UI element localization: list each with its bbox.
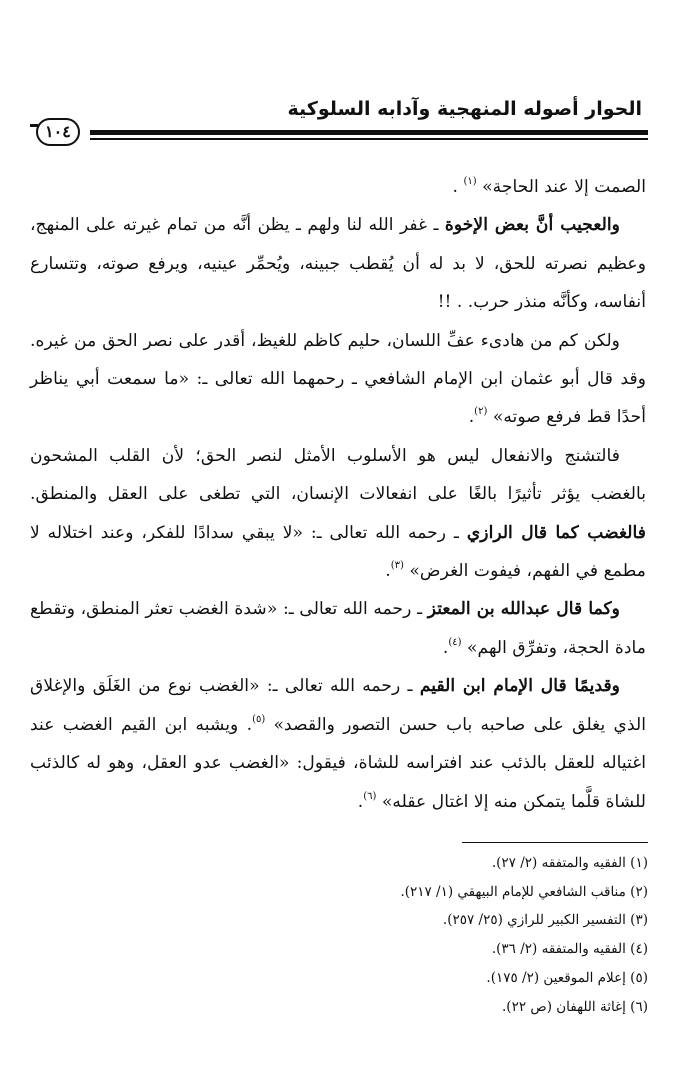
footnote-text: الفقيه والمتفقه (٢/ ٢٧). [491, 855, 626, 871]
paragraph-5 [30, 590, 646, 667]
page-number: ١٠٤ [36, 118, 80, 146]
paragraph-3 [30, 322, 646, 437]
footnote-4 [228, 935, 648, 964]
footnote-ref-3: (٣) [390, 560, 404, 572]
footnote-number: (٢) [630, 883, 648, 900]
footnote-separator [462, 842, 648, 843]
footnote-text: إعلام الموقعين (٢/ ١٧٥). [486, 969, 626, 986]
paragraph-1 [30, 168, 646, 206]
p1-end: . [452, 177, 458, 197]
footnote-ref-5: (٥) [252, 713, 266, 725]
footnote-ref-4: (٤) [448, 636, 462, 648]
page-header [30, 92, 648, 152]
p4-lead: فالغضب كما قال الرازي [466, 522, 646, 543]
p6-text-b: . ويشبه ابن القيم الغضب عند اغتياله للعقل بالذئب عند افتراسه للشاة، فيقول: «الغضب عدو العقل، وهو له كالذئب للشاة قلَّما يتمكن منه إلا اغتال عقله» [30, 714, 646, 812]
paragraph-2 [30, 206, 646, 321]
p6-lead: وقديمًا قال الإمام ابن القيم [419, 676, 620, 697]
footnote-2 [228, 878, 648, 907]
footnote-number: (٦) [630, 998, 648, 1015]
p2-text: ـ غفر الله لنا ولهم ـ يظن أنَّه من تمام غيرته على المنهج، وعظيم نصرته للحق، لا بد له أن يُقطب جبينه، ويُحمِّر عينيه، ويرفع صوته، وتتسارع أنفاسه، وكأنَّه منذر حرب. . !! [30, 215, 646, 313]
p5-text: ـ رحمه الله تعالى ـ: «شدة الغضب تعثر المنطق، وتقطع مادة الحجة، وتفرِّق الهم» [30, 599, 646, 658]
footnote-text: الفقيه والمتفقه (٢/ ٣٦). [491, 941, 626, 958]
header-rule-thin [90, 138, 648, 140]
footnote-number: (٣) [630, 912, 648, 929]
p6-end: . [357, 791, 364, 812]
p3-text: ولكن كم من هادىء عفِّ اللسان، حليم كاظم للغيظ، أقدر على نصر الحق من غيره. وقد قال أبو عثمان ابن الإمام الشافعي ـ رحمهما الله تعالى ـ: «ما سمعت أبي يناظر أحدًا قط فرفع صوته» [30, 330, 646, 428]
p5-lead: وكما قال عبدالله بن المعتز [427, 599, 620, 620]
footnote-text: التفسير الكبير للرازي (٢٥/ ٢٥٧). [442, 912, 626, 929]
footnote-6 [228, 993, 648, 1022]
footnote-number: (٤) [630, 941, 648, 958]
p3-end: . [468, 407, 475, 428]
footnote-text: إغاثة اللهفان (ص ٢٢). [502, 998, 626, 1015]
p4-text-b: ـ رحمه الله تعالى ـ: «لا يبقي سدادًا للفكر، وعند اختلاله لا مطمع في الفهم، فيفوت الغرض» [30, 522, 646, 582]
footnote-ref-6: (٦) [363, 790, 377, 802]
running-title: الحوار أصوله المنهجية وآدابه السلوكية [287, 98, 642, 120]
p4-text-a: فالتشنج والانفعال ليس هو الأسلوب الأمثل لنصر الحق؛ لأن القلب المشحون بالغضب يؤثر تأثيرًا بالغًا على انفعالات الإنسان، التي تطغى على العقل والمنطق. [30, 445, 646, 505]
footnote-ref-2: (٢) [474, 406, 488, 418]
p4-end: . [385, 561, 391, 582]
paragraph-6 [30, 667, 646, 821]
footnotes-list [228, 849, 648, 1021]
header-rule-thick [90, 130, 648, 135]
p1-text: الصمت إلا عند الحاجة» [482, 177, 646, 197]
p6-text-a: ـ رحمه الله تعالى ـ: «الغضب نوع من الغَلَق والإغلاق الذي يغلق على صاحبه باب حسن التصور والقصد» [30, 676, 646, 735]
paragraph-4 [30, 437, 646, 591]
main-text [30, 168, 646, 821]
footnote-3 [228, 906, 648, 935]
footnote-number: (٥) [630, 969, 648, 986]
footnote-5 [228, 964, 648, 993]
footnote-number: (١) [630, 855, 648, 871]
footnote-ref-1: (١) [463, 176, 477, 187]
footnote-1 [228, 849, 648, 878]
footnote-text: مناقب الشافعي للإمام البيهقي (١/ ٢١٧). [400, 883, 626, 900]
p5-end: . [442, 637, 449, 658]
p2-lead: والعجيب أنَّ بعض الإخوة [444, 215, 620, 236]
